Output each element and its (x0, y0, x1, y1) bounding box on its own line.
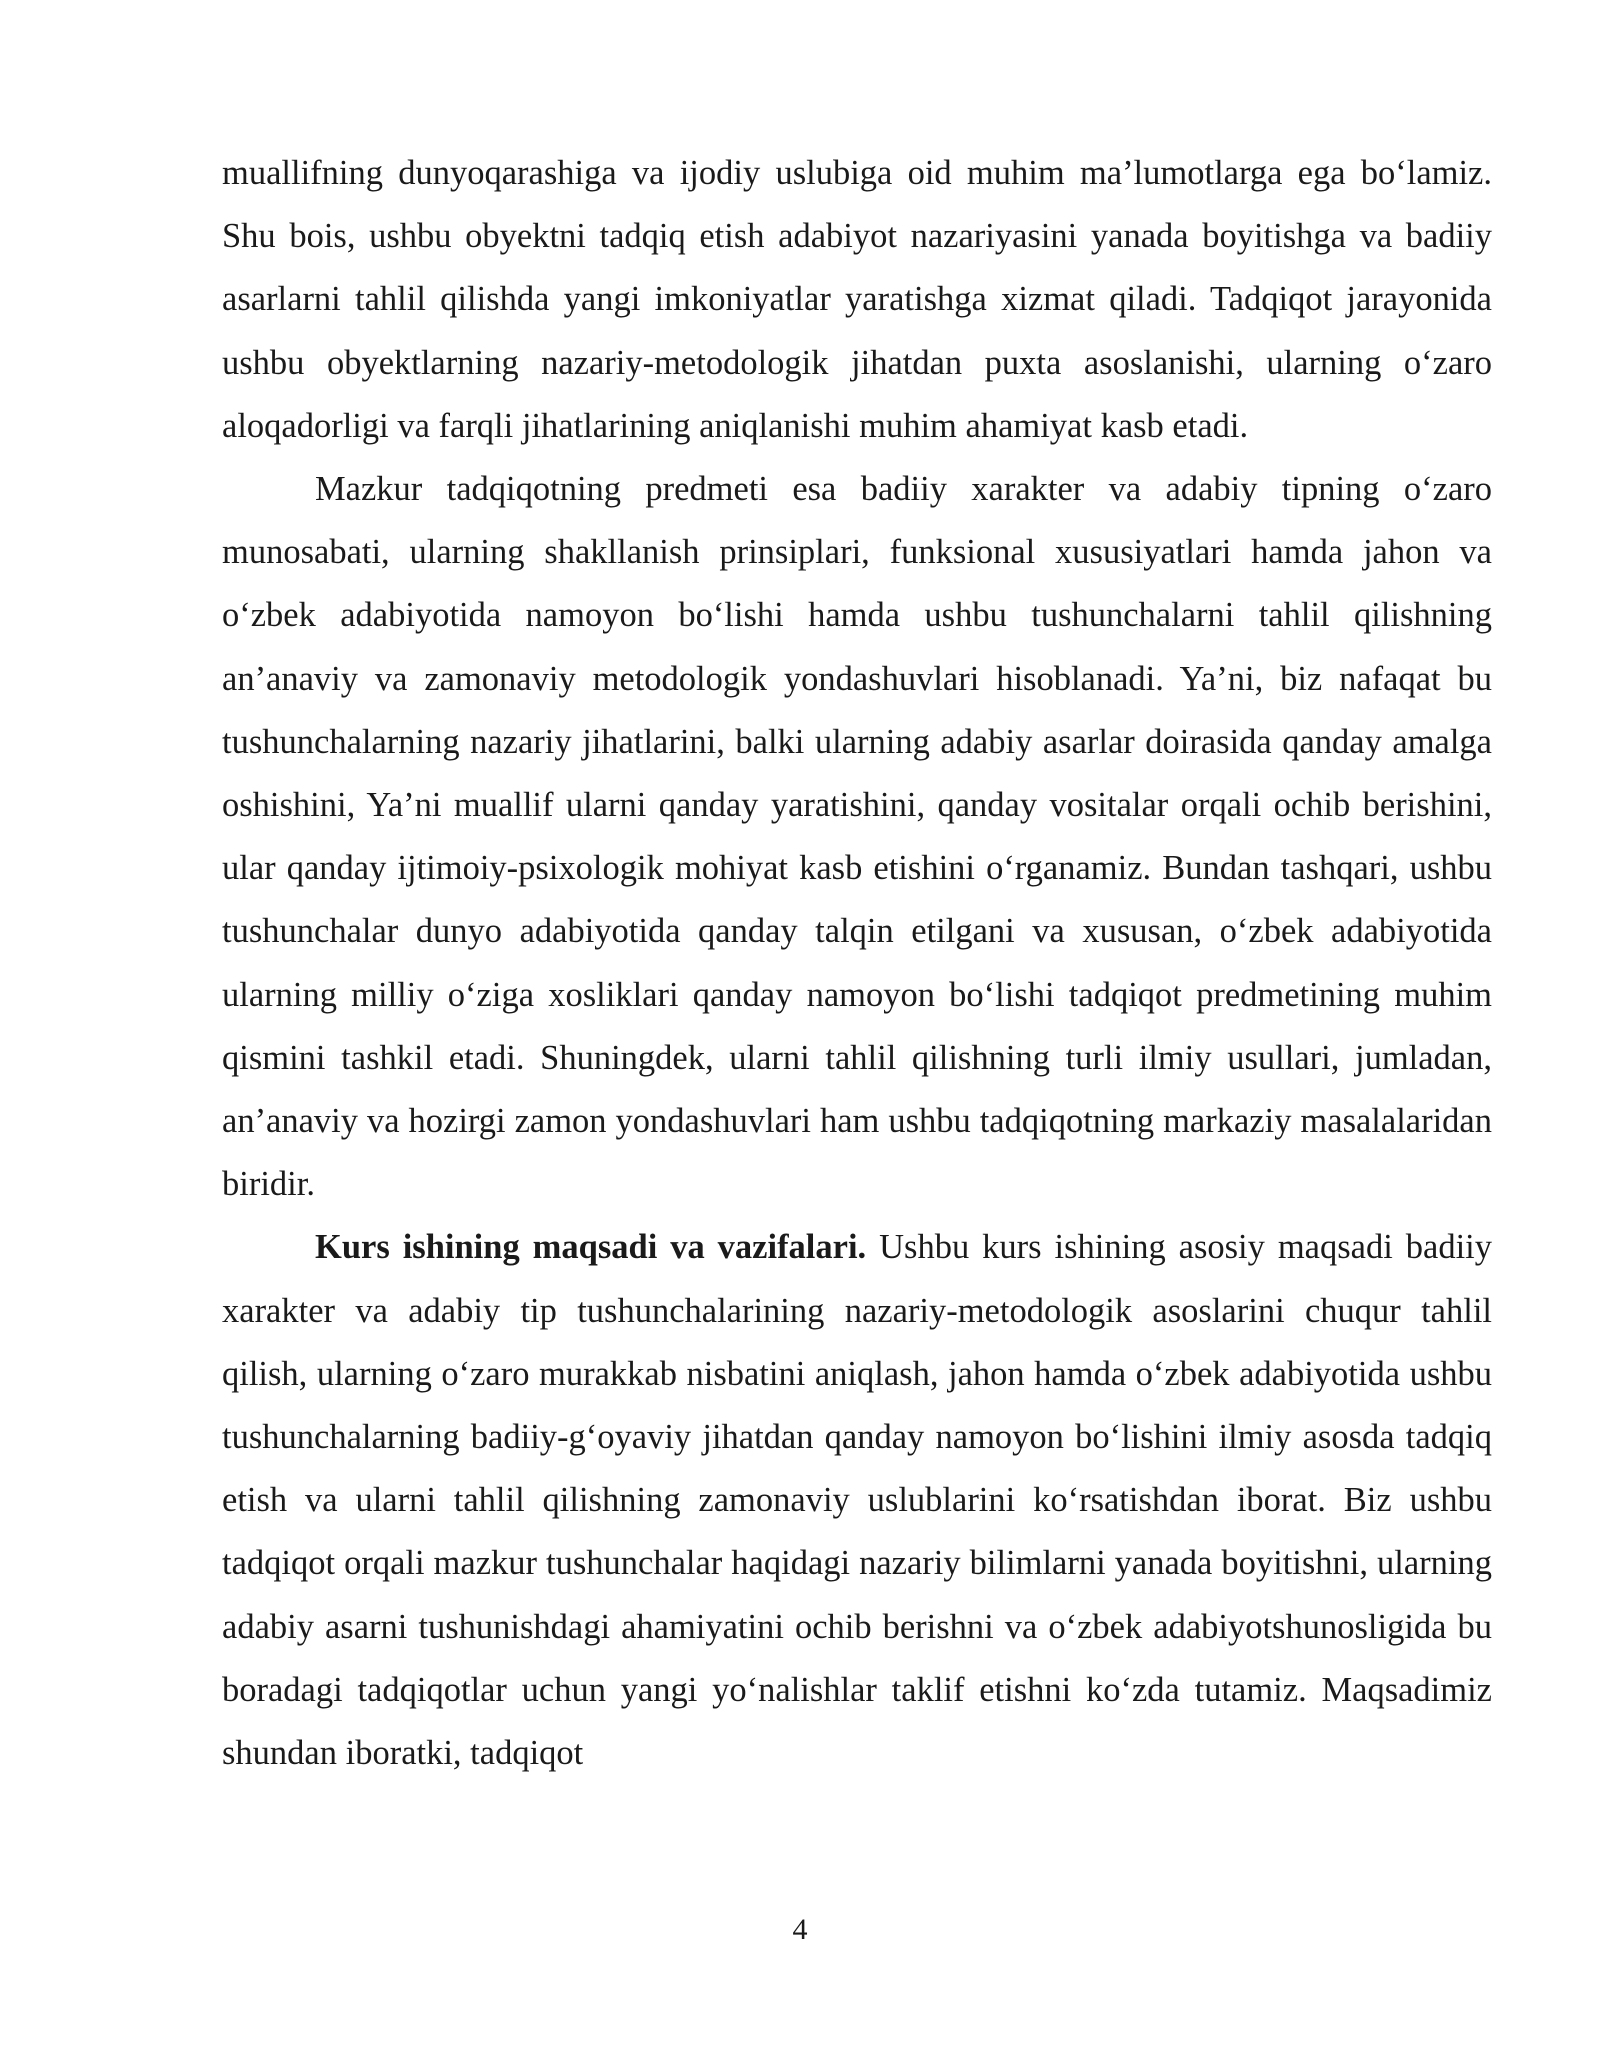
paragraph-text: Mazkur tadqiqotning predmeti esa badiiy xarakter va adabiy tipning o‘zaro munosabati, ularning shakllanish prinsiplari, funksional xususiyatlari hamda jahon va o‘zbek adabiyotida namoyon bo‘lishi hamda ushbu tushunchalarni tahlil qilishning an’anaviy va zamonaviy metodologik yondashuvlari hisoblanadi. Ya’ni, biz nafaqat bu tushunchalarning nazariy jihatlarini, balki ularning adabiy asarlar doirasida qanday amalga oshishini, Ya’ni muallif ularni qanday yaratishini, qanday vositalar orqali ochib berishini, ular qanday ijtimoiy-psixologik mohiyat kasb etishini o‘rganamiz. Bundan tashqari, ushbu tushunchalar dunyo adabiyotida qanday talqin etilgani va xususan, o‘zbek adabiyotida ularning milliy o‘ziga xosliklari qanday namoyon bo‘lishi tadqiqot predmetining muhim qismini tashkil etadi. Shuningdek, ularni tahlil qilishning turli ilmiy usullari, jumladan, an’anaviy va hozirgi zamon yondashuvlari ham ushbu tadqiqotning markaziy masalalaridan biridir. (222, 470, 1492, 1204)
section-heading-inline: Kurs ishining maqsadi va vazifalari. (315, 1228, 867, 1267)
paragraph-continuation (222, 142, 1492, 458)
paragraph-goals (222, 1216, 1492, 1785)
paragraph-research-subject (222, 458, 1492, 1216)
page-number: 4 (792, 1913, 808, 1946)
page-body (222, 142, 1492, 1785)
paragraph-text: Ushbu kurs ishining asosiy maqsadi badiiy xarakter va adabiy tip tushunchalarining nazariy-metodologik asoslarini chuqur tahlil qilish, ularning o‘zaro murakkab nisbatini aniqlash, jahon hamda o‘zbek adabiyotida ushbu tushunchalarning badiiy-g‘oyaviy jihatdan qanday namoyon bo‘lishini ilmiy asosda tadqiq etish va ularni tahlil qilishning zamonaviy uslublarini ko‘rsatishdan iborat. Biz ushbu tadqiqot orqali mazkur tushunchalar haqidagi nazariy bilimlarni yanada boyitishni, ularning adabiy asarni tushunishdagi ahamiyatini ochib berishni va o‘zbek adabiyotshunosligida bu boradagi tadqiqotlar uchun yangi yo‘nalishlar taklif etishni ko‘zda tutamiz. Maqsadimiz shundan iboratki, tadqiqot (222, 1228, 1492, 1773)
paragraph-text: muallifning dunyoqarashiga va ijodiy uslubiga oid muhim ma’lumotlarga ega bo‘lamiz. Shu bois, ushbu obyektni tadqiq etish adabiyot nazariyasini yanada boyitishga va badiiy asarlarni tahlil qilishda yangi imkoniyatlar yaratishga xizmat qiladi. Tadqiqot jarayonida ushbu obyektlarning nazariy-metodologik jihatdan puxta asoslanishi, ularning o‘zaro aloqadorligi va farqli jihatlarining aniqlanishi muhim ahamiyat kasb etadi. (222, 154, 1492, 445)
